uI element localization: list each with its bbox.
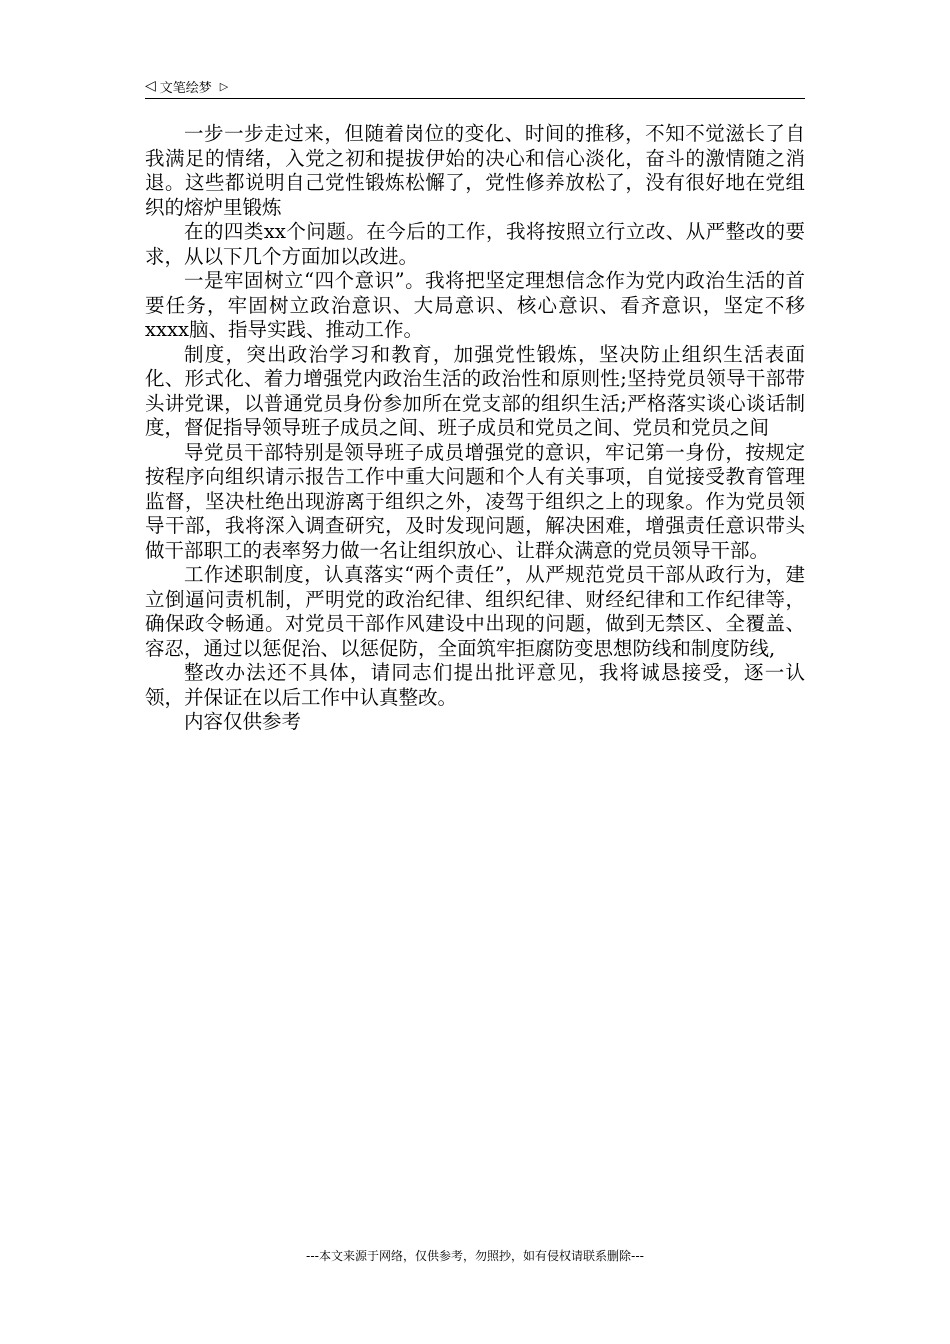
paragraph: 内容仅供参考 [184, 710, 302, 733]
paragraph: 整改办法还不具体，请同志们提出批评意见，我将诚恳接受，逐一认领，并保证在以后工作中认真整改。 [145, 661, 805, 709]
triangle-right-icon: ▷ [219, 79, 229, 93]
page-footer: ---本文来源于网络，仅供参考，勿照抄，如有侵权请联系删除--- [306, 1249, 644, 1263]
header-brand: 文笔绘梦 [159, 80, 212, 96]
paragraph: 在的四类xx个问题。在今后的工作，我将按照立行立改、从严整改的要求，从以下几个方面加以改进。 [145, 220, 805, 268]
paragraph: 工作述职制度，认真落实“两个责任”，从严规范党员干部从政行为，建立倒逼问责机制，严明党的政治纪律、组织纪律、财经纪律和工作纪律等，确保政令畅通。对党员干部作风建设中出现的问题，做到无禁区、全覆盖、容忍，通过以惩促治、以惩促防，全面筑牢拒腐防变思想防线和制度防线, [145, 563, 805, 660]
page-header [145, 74, 805, 99]
paragraph: 制度，突出政治学习和教育，加强党性锻炼，坚决防止组织生活表面化、形式化、着力增强党内政治生活的政治性和原则性;坚持党员领导干部带头讲党课，以普通党员身份参加所在党支部的组织生活;严格落实谈心谈话制度，督促指导领导班子成员之间、班子成员和党员之间、党员和党员之间 [145, 342, 805, 439]
paragraph: 一步一步走过来，但随着岗位的变化、时间的推移，不知不觉滋长了自我满足的情绪，入党之初和提拔伊始的决心和信心淡化，奋斗的激情随之消退。这些都说明自己党性锻炼松懈了，党性修养放松了，没有很好地在党组织的熔炉里锻炼 [145, 122, 805, 219]
paragraph: 导党员干部特别是领导班子成员增强党的意识，牢记第一身份，按规定按程序向组织请示报告工作中重大问题和个人有关事项，自觉接受教育管理监督，坚决杜绝出现游离于组织之外，凌驾于组织之上的现象。作为党员领导干部，我将深入调查研究，及时发现问题，解决困难，增强责任意识带头做干部职工的表率努力做一名让组织放心、让群众满意的党员领导干部。 [145, 440, 805, 562]
triangle-left-icon: ◁ [145, 78, 156, 94]
paragraph: 一是牢固树立“四个意识”。我将把坚定理想信念作为党内政治生活的首要任务，牢固树立政治意识、大局意识、核心意识、看齐意识，坚定不移xxxx脑、指导实践、推动工作。 [145, 269, 805, 341]
document-body [145, 122, 805, 735]
